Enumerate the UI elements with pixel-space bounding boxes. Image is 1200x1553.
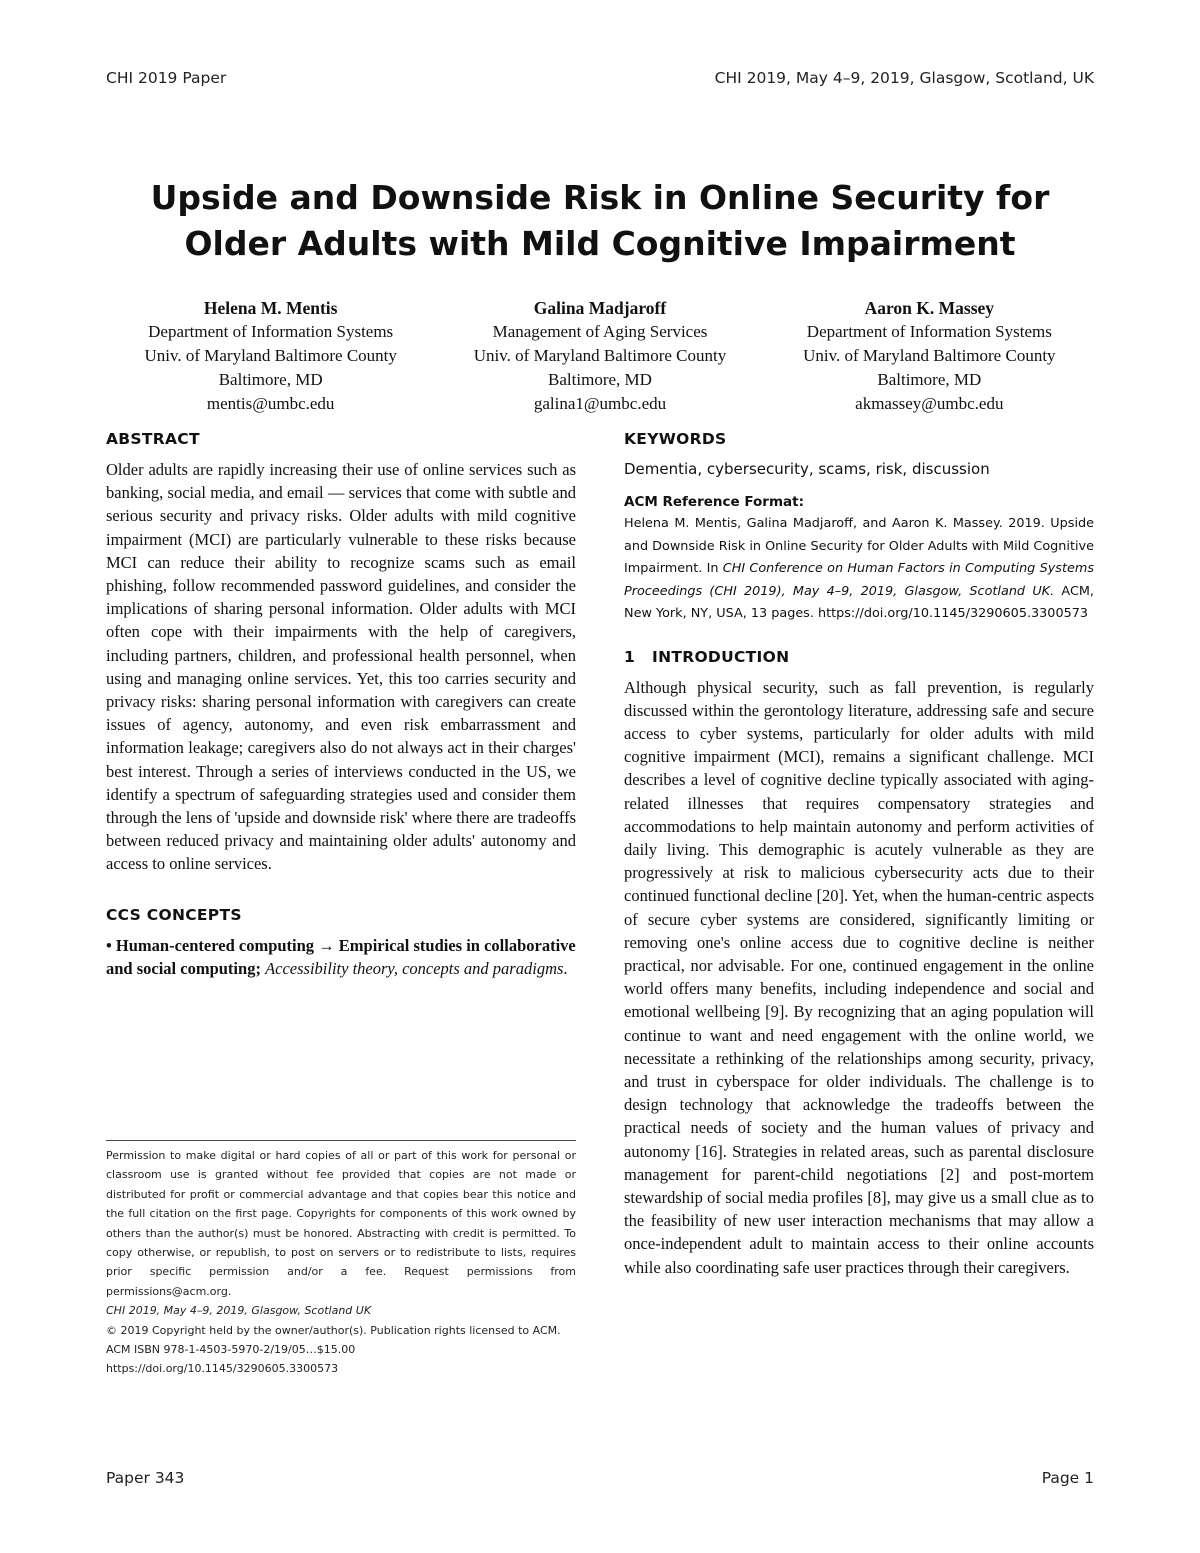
paper-title-line-1: Upside and Downside Risk in Online Security for xyxy=(150,178,1050,217)
author-name: Helena M. Mentis xyxy=(203,298,338,318)
section-number: 1 xyxy=(624,647,636,666)
ccs-secondary-concept: Accessibility theory, concepts and paradigms xyxy=(265,959,564,979)
ccs-bullet: • xyxy=(106,935,112,955)
author-department: Department of Information Systems xyxy=(148,322,394,341)
footer-paper-number: Paper 343 xyxy=(106,1469,185,1487)
acm-reference-publisher: ACM, New York, NY, USA, 13 pages. https://doi.org/10.1145/3290605.3300573 xyxy=(624,583,1094,621)
author-block xyxy=(106,296,1094,416)
author-university: Univ. of Maryland Baltimore County xyxy=(473,346,727,365)
author-2 xyxy=(435,296,764,416)
introduction-text: Although physical security, such as fall prevention, is regularly discussed within the gerontology literature, addressing safe and secure access to cyber systems, particularly for older adults with mild cognitive impairment (MCI), remains a significant challenge. MCI describes a level of cognitive decline typically associated with aging-related illnesses that requires compensatory strategies and accommodations to help maintain autonomy and perform activities of daily living. This demographic is acutely vulnerable as they are progressively at risk to malicious cybersecurity acts due to their continued functional decline [20]. Yet, when the human-centric aspects of secure cyber systems are considered, significantly limiting or removing one's online access due to cognitive decline is neither practical, nor advisable. For one, continued engagement in the online world offers many benefits, including independence and social and emotional wellbeing [9]. By recognizing that an aging population will continue to want and need engagement with the online world, we necessitate a rethinking of the relationships among security, privacy, and trust in cyberspace for older individuals. The challenge is to design technology that acknowledge the tradeoffs between the practical needs of society and the human values of privacy and autonomy [16]. Strategies in related areas, such as parental disclosure management for parent-child negotiations [2] and post-mortem stewardship of social media profiles [8], may give us a small clue as to the feasibility of new user interaction mechanisms that may allow a once-independent adult to maintain access to their online accounts while also coordinating safe user practices through their caregivers. xyxy=(624,677,1094,1277)
ccs-primary-concept: Human-centered computing → Empirical studies in collaborative and social computing xyxy=(106,935,576,979)
keywords-text: Dementia, cybersecurity, scams, risk, discussion xyxy=(624,460,990,478)
author-1 xyxy=(106,296,435,416)
running-header-right: CHI 2019, May 4–9, 2019, Glasgow, Scotland, UK xyxy=(714,69,1094,87)
conference-venue: CHI 2019, May 4–9, 2019, Glasgow, Scotland UK xyxy=(106,1304,372,1318)
ccs-separator: ; xyxy=(255,959,261,979)
author-name: Galina Madjaroff xyxy=(533,298,667,318)
ccs-end: . xyxy=(563,959,568,979)
author-city: Baltimore, MD xyxy=(877,370,982,389)
acm-reference-proceedings: CHI Conference on Human Factors in Computing Systems Proceedings (CHI 2019), May 4–9, 2019, Glasgow, Scotland UK. xyxy=(624,561,1094,599)
copyright-notice: © 2019 Copyright held by the owner/author(s). Publication rights licensed to ACM. xyxy=(106,1323,561,1337)
ccs-concepts-text xyxy=(106,934,576,981)
permission-statement: Permission to make digital or hard copies of all or part of this work for personal or classroom use is granted without fee provided that copies are not made or distributed for profit or commercial advantage and that copies bear this notice and the full citation on the first page. Copyrights for components of this work owned by others than the author(s) must be honored. Abstracting with credit is permitted. To copy otherwise, or republish, to post on servers or to redistribute to lists, requires prior specific permission and/or a fee. Request permissions from permissions@acm.org. xyxy=(106,1149,576,1298)
author-city: Baltimore, MD xyxy=(218,370,323,389)
author-email[interactable]: akmassey@umbc.edu xyxy=(855,394,1004,413)
keywords-heading: KEYWORDS xyxy=(624,430,727,448)
footer-page-number: Page 1 xyxy=(1041,1469,1094,1487)
abstract-text: Older adults are rapidly increasing their use of online services such as banking, social media, and email — services that come with subtle and serious security and privacy risks. Older adults with mild cognitive impairment (MCI) are particularly vulnerable to these risks because MCI can reduce their ability to recognize scams such as email phishing, follow recommended password guidelines, and consider the implications of sharing personal information. Older adults with MCI often cope with their impairments with the help of caregivers, including partners, children, and professional health personnel, when using and managing online services. Yet, this too carries security and privacy risks: sharing personal information with caregivers can create issues of agency, autonomy, and even risk embarrassment and information leakage; caregivers also do not always act in their charges' best interest. Through a series of interviews conducted in the US, we identify a spectrum of safeguarding strategies used and consider them through the lens of 'upside and downside risk' where there are tradeoffs between reduced privacy and maintaining older adults' autonomy and access to online services. xyxy=(106,460,576,874)
running-header-left: CHI 2019 Paper xyxy=(106,69,227,87)
paper-title-line-2: Older Adults with Mild Cognitive Impairment xyxy=(184,224,1016,263)
author-department: Management of Aging Services xyxy=(492,322,708,341)
introduction-heading xyxy=(624,648,1094,666)
author-email[interactable]: mentis@umbc.edu xyxy=(206,394,335,413)
author-3 xyxy=(765,296,1094,416)
paper-title xyxy=(100,175,1100,267)
acm-reference-authors-title: Helena M. Mentis, Galina Madjaroff, and Aaron K. Massey. 2019. Upside and Downside Risk in Online Security for Older Adults with Mild Cognitive Impairment. In xyxy=(624,516,1094,576)
abstract-heading: ABSTRACT xyxy=(106,430,200,448)
author-name: Aaron K. Massey xyxy=(864,298,995,318)
author-city: Baltimore, MD xyxy=(548,370,652,389)
author-university: Univ. of Maryland Baltimore County xyxy=(803,346,1056,365)
right-column xyxy=(624,430,1094,1279)
author-email[interactable]: galina1@umbc.edu xyxy=(533,394,667,413)
left-column xyxy=(106,430,576,981)
acm-reference-heading: ACM Reference Format: xyxy=(624,494,804,510)
isbn: ACM ISBN 978-1-4503-5970-2/19/05…$15.00 xyxy=(106,1343,356,1357)
author-university: Univ. of Maryland Baltimore County xyxy=(144,346,397,365)
ccs-concepts-heading: CCS CONCEPTS xyxy=(106,905,242,924)
doi-link[interactable]: https://doi.org/10.1145/3290605.3300573 xyxy=(106,1362,339,1376)
permission-footnote xyxy=(106,1140,576,1379)
acm-reference-text xyxy=(624,513,1094,626)
author-department: Department of Information Systems xyxy=(806,322,1052,341)
section-title: INTRODUCTION xyxy=(652,647,790,666)
